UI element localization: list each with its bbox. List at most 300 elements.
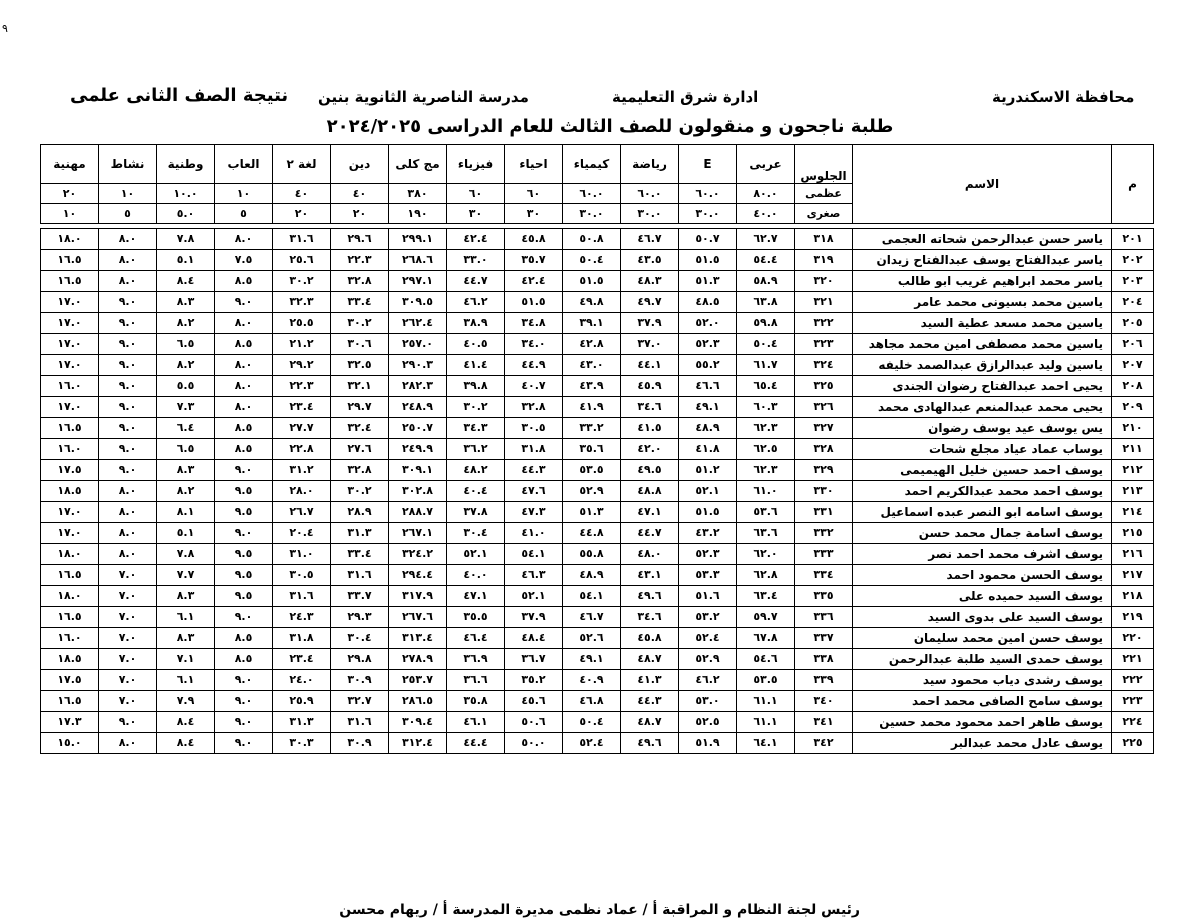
- score-cell: ٣٤.٦: [621, 397, 679, 418]
- score-cell: ٣٤.٠: [505, 334, 563, 355]
- subject-header: عربى: [737, 145, 795, 184]
- seat-number: ٣١٩: [795, 250, 853, 271]
- score-cell: ٨.٣: [157, 586, 215, 607]
- student-name: ياسر محمد ابراهيم غريب ابو طالب: [853, 271, 1112, 292]
- student-row: [41, 691, 1154, 712]
- score-cell: ٩.٠: [215, 670, 273, 691]
- min-score: ٥: [215, 204, 273, 224]
- score-cell: ٥٢.٤: [679, 628, 737, 649]
- score-cell: ١٦.٥: [41, 271, 99, 292]
- score-cell: ٤٩.١: [679, 397, 737, 418]
- subject-header: لغة ٢: [273, 145, 331, 184]
- score-cell: ٦٣.٦: [737, 523, 795, 544]
- score-cell: ١٦.٥: [41, 250, 99, 271]
- score-cell: ١٦.٠: [41, 439, 99, 460]
- score-cell: ٣٦.٢: [447, 439, 505, 460]
- student-row: [41, 250, 1154, 271]
- score-cell: ٨.٥: [215, 271, 273, 292]
- score-cell: ١٧.٥: [41, 460, 99, 481]
- seat-number: ٣٣٣: [795, 544, 853, 565]
- min-score: ٣٠.٠: [621, 204, 679, 224]
- score-cell: ١٦.٥: [41, 607, 99, 628]
- score-cell: ٥٣.٥: [737, 670, 795, 691]
- student-row: [41, 523, 1154, 544]
- min-score: ٢٠: [273, 204, 331, 224]
- score-cell: ٣١٧.٩: [389, 586, 447, 607]
- score-cell: ٣١.٨: [273, 628, 331, 649]
- score-cell: ٢٧.٦: [331, 439, 389, 460]
- score-cell: ٢٨.٠: [273, 481, 331, 502]
- score-cell: ٥٢.٦: [563, 628, 621, 649]
- score-cell: ١٨.٠: [41, 586, 99, 607]
- student-name: يوسف اسامة جمال محمد حسن: [853, 523, 1112, 544]
- score-cell: ٣٣.٢: [563, 418, 621, 439]
- score-cell: ٥٠.٧: [679, 229, 737, 250]
- score-cell: ٤٠.٤: [447, 481, 505, 502]
- student-row: [41, 292, 1154, 313]
- score-cell: ٤٢.٠: [621, 439, 679, 460]
- score-cell: ٤٨.٧: [621, 649, 679, 670]
- max-score: ٢٠: [41, 184, 99, 204]
- score-cell: ٢٩٧.١: [389, 271, 447, 292]
- score-cell: ٢٣.٤: [273, 397, 331, 418]
- score-cell: ٦١.٠: [737, 481, 795, 502]
- score-cell: ٥٢.١: [447, 544, 505, 565]
- score-cell: ٧.٠: [99, 628, 157, 649]
- score-cell: ٢٧٨.٩: [389, 649, 447, 670]
- score-cell: ٣٠٩.٥: [389, 292, 447, 313]
- student-row: [41, 586, 1154, 607]
- score-cell: ٢٥٧.٠: [389, 334, 447, 355]
- score-cell: ٤٨.٠: [621, 544, 679, 565]
- score-cell: ٦٢.٨: [737, 565, 795, 586]
- administration-label: ادارة شرق التعليمية: [612, 88, 759, 106]
- score-cell: ٩.٠: [99, 355, 157, 376]
- score-cell: ٤٢.٨: [563, 334, 621, 355]
- max-score: ٤٠: [273, 184, 331, 204]
- score-cell: ٣١.٠: [273, 544, 331, 565]
- score-cell: ٣٢.٨: [331, 460, 389, 481]
- score-cell: ٤١.٤: [447, 355, 505, 376]
- score-cell: ٣١٣.٤: [389, 628, 447, 649]
- student-row: [41, 607, 1154, 628]
- max-score: ١٠: [99, 184, 157, 204]
- student-row: [41, 397, 1154, 418]
- row-number: ٢٠٦: [1112, 334, 1154, 355]
- score-cell: ٥١.٦: [679, 586, 737, 607]
- row-number: ٢١٣: [1112, 481, 1154, 502]
- score-cell: ٤٦.٦: [679, 376, 737, 397]
- student-name: يوسف حسن امين محمد سليمان: [853, 628, 1112, 649]
- score-cell: ٦١.١: [737, 712, 795, 733]
- score-cell: ٤٦.٧: [563, 607, 621, 628]
- score-cell: ٤٤.٩: [505, 355, 563, 376]
- score-cell: ٥٤.١: [563, 586, 621, 607]
- seat-number: ٣٣٥: [795, 586, 853, 607]
- score-cell: ٢٥.٦: [273, 250, 331, 271]
- score-cell: ١٨.٥: [41, 481, 99, 502]
- score-cell: ٧.٠: [99, 691, 157, 712]
- seat-number: ٣٢٠: [795, 271, 853, 292]
- score-cell: ٤٨.٢: [447, 460, 505, 481]
- score-cell: ٨.٤: [157, 733, 215, 754]
- result-title: نتيجة الصف الثانى علمى: [70, 85, 289, 106]
- student-name: يوسف احمد محمد عبدالكريم احمد: [853, 481, 1112, 502]
- score-cell: ٣٦.٦: [447, 670, 505, 691]
- score-cell: ٦١.١: [737, 691, 795, 712]
- subject-header: مج كلى: [389, 145, 447, 184]
- max-label: عظمى: [795, 184, 853, 204]
- score-cell: ٩.٠: [99, 712, 157, 733]
- score-cell: ٣٥.٥: [447, 607, 505, 628]
- score-cell: ٤٠.٧: [505, 376, 563, 397]
- score-cell: ٣١.٦: [273, 229, 331, 250]
- score-cell: ٩.٠: [215, 691, 273, 712]
- score-cell: ٢٤.٣: [273, 607, 331, 628]
- student-name: يحيى احمد عبدالفتاح رضوان الجندى: [853, 376, 1112, 397]
- min-score: ٣٠: [447, 204, 505, 224]
- student-name: يوسف سامح الصافى محمد احمد: [853, 691, 1112, 712]
- score-cell: ٨.٠: [99, 229, 157, 250]
- student-name: ياسين وليد عبدالرازق عبدالصمد خليفه: [853, 355, 1112, 376]
- student-row: [41, 418, 1154, 439]
- score-cell: ٧.٠: [99, 607, 157, 628]
- student-name: يوسف السيد حميده على: [853, 586, 1112, 607]
- seat-number: ٣٤٢: [795, 733, 853, 754]
- score-cell: ٣٠.٦: [331, 334, 389, 355]
- score-cell: ٤٥.٨: [505, 229, 563, 250]
- score-cell: ١٧.٠: [41, 292, 99, 313]
- score-cell: ١٨.٥: [41, 649, 99, 670]
- score-cell: ٤١.٠: [505, 523, 563, 544]
- student-name: يوسف اشرف محمد احمد نصر: [853, 544, 1112, 565]
- score-cell: ١٦.٥: [41, 691, 99, 712]
- score-cell: ٢٩٩.١: [389, 229, 447, 250]
- student-row: [41, 502, 1154, 523]
- results-table: [40, 144, 1154, 754]
- max-score: ٦٠.٠: [563, 184, 621, 204]
- score-cell: ٤٨.٣: [621, 271, 679, 292]
- score-cell: ٦٤.١: [737, 733, 795, 754]
- max-score: ٦٠: [447, 184, 505, 204]
- score-cell: ٩.٠: [99, 460, 157, 481]
- row-number: ٢١٠: [1112, 418, 1154, 439]
- score-cell: ٢٩.٨: [331, 649, 389, 670]
- student-row: [41, 733, 1154, 754]
- score-cell: ٥٠.٠: [505, 733, 563, 754]
- student-row: [41, 544, 1154, 565]
- header-row: [41, 145, 1154, 184]
- row-number: ٢١٤: [1112, 502, 1154, 523]
- score-cell: ٥١.٣: [563, 502, 621, 523]
- score-cell: ٥٣.٦: [737, 502, 795, 523]
- score-cell: ٥٥.٨: [563, 544, 621, 565]
- score-cell: ٣٠.٢: [273, 271, 331, 292]
- score-cell: ٣٠٩.١: [389, 460, 447, 481]
- score-cell: ٨.٠: [99, 523, 157, 544]
- score-cell: ٤٨.٥: [679, 292, 737, 313]
- score-cell: ٢٨٢.٣: [389, 376, 447, 397]
- score-cell: ٣٢.٨: [505, 397, 563, 418]
- score-cell: ٥١.٣: [679, 271, 737, 292]
- score-cell: ٣٢.٨: [331, 271, 389, 292]
- seat-number: ٣٣٠: [795, 481, 853, 502]
- score-cell: ٤٣.١: [621, 565, 679, 586]
- score-cell: ٣١.٢: [273, 460, 331, 481]
- student-name: ياسين محمد بسيونى محمد عامر: [853, 292, 1112, 313]
- score-cell: ٤٩.٥: [621, 460, 679, 481]
- score-cell: ٤٨.٨: [621, 481, 679, 502]
- score-cell: ٢٤٩.٩: [389, 439, 447, 460]
- score-cell: ٨.٢: [157, 313, 215, 334]
- score-cell: ٤٤.٣: [621, 691, 679, 712]
- score-cell: ٩.٥: [215, 481, 273, 502]
- score-cell: ٢٣.٤: [273, 649, 331, 670]
- score-cell: ٢٥.٩: [273, 691, 331, 712]
- score-cell: ٤٣.٢: [679, 523, 737, 544]
- student-name: ياسر حسن عبدالرحمن شحاته العجمى: [853, 229, 1112, 250]
- score-cell: ٨.٠: [99, 271, 157, 292]
- min-score: ٥.٠: [157, 204, 215, 224]
- score-cell: ٥٠.٨: [563, 229, 621, 250]
- score-cell: ٨.٣: [157, 292, 215, 313]
- subject-header: مهنية: [41, 145, 99, 184]
- score-cell: ٨.٣: [157, 460, 215, 481]
- student-name: يوسف اسامه ابو النصر عبده اسماعيل: [853, 502, 1112, 523]
- score-cell: ٣٠.٢: [447, 397, 505, 418]
- score-cell: ٥٢.٣: [679, 544, 737, 565]
- score-cell: ٣١.٨: [505, 439, 563, 460]
- score-cell: ٦٢.٠: [737, 544, 795, 565]
- score-cell: ١٧.٠: [41, 334, 99, 355]
- score-cell: ٩.٠: [215, 292, 273, 313]
- score-cell: ٨.٠: [215, 397, 273, 418]
- score-cell: ٧.٣: [157, 397, 215, 418]
- score-cell: ٣٥.٦: [563, 439, 621, 460]
- score-cell: ٣٤.٣: [447, 418, 505, 439]
- score-cell: ٣٦.٧: [505, 649, 563, 670]
- score-cell: ٤٠.٠: [447, 565, 505, 586]
- score-cell: ٣٢.٥: [331, 355, 389, 376]
- score-cell: ٢٥٣.٧: [389, 670, 447, 691]
- min-score: ٢٠: [331, 204, 389, 224]
- score-cell: ٥١.٥: [679, 250, 737, 271]
- score-cell: ٣١.٣: [273, 712, 331, 733]
- score-cell: ٨.٢: [157, 355, 215, 376]
- score-cell: ٥٨.٩: [737, 271, 795, 292]
- score-cell: ٤٧.١: [621, 502, 679, 523]
- seat-number: ٣٣١: [795, 502, 853, 523]
- score-cell: ٢٤.٠: [273, 670, 331, 691]
- score-cell: ٣٠.٤: [331, 628, 389, 649]
- min-score: ٥: [99, 204, 157, 224]
- score-cell: ٣٠٢.٨: [389, 481, 447, 502]
- score-cell: ٣٢٤.٢: [389, 544, 447, 565]
- score-cell: ٣٤.٦: [621, 607, 679, 628]
- score-cell: ٦٠.٣: [737, 397, 795, 418]
- row-number: ٢١٥: [1112, 523, 1154, 544]
- score-cell: ٤٧.١: [447, 586, 505, 607]
- row-number: ٢٠٩: [1112, 397, 1154, 418]
- score-cell: ٨.٠: [215, 355, 273, 376]
- seat-number: ٣٢٢: [795, 313, 853, 334]
- score-cell: ٦.١: [157, 670, 215, 691]
- score-cell: ٤٥.٩: [621, 376, 679, 397]
- score-cell: ٨.٠: [215, 376, 273, 397]
- score-cell: ٨.٣: [157, 628, 215, 649]
- score-cell: ٣٠.٥: [273, 565, 331, 586]
- score-cell: ٩.٠: [215, 607, 273, 628]
- score-cell: ٥١.٩: [679, 733, 737, 754]
- score-cell: ٥٢.٩: [563, 481, 621, 502]
- score-cell: ٦.٥: [157, 334, 215, 355]
- student-name: ياسر عبدالفتاح يوسف عبدالفتاح زيدان: [853, 250, 1112, 271]
- score-cell: ٣٠.٢: [331, 313, 389, 334]
- score-cell: ٤٤.١: [621, 355, 679, 376]
- score-cell: ٤٩.٦: [621, 733, 679, 754]
- student-name: يوسف رشدى دياب محمود سيد: [853, 670, 1112, 691]
- student-name: يوسف عادل محمد عبدالبر: [853, 733, 1112, 754]
- score-cell: ٨.٥: [215, 334, 273, 355]
- score-cell: ٧.٩: [157, 691, 215, 712]
- score-cell: ٣٢.٣: [273, 292, 331, 313]
- row-number: ٢٠٤: [1112, 292, 1154, 313]
- score-cell: ١٨.٠: [41, 544, 99, 565]
- seat-number: ٣٢٧: [795, 418, 853, 439]
- score-cell: ٧.٥: [215, 250, 273, 271]
- score-cell: ١٧.٥: [41, 670, 99, 691]
- score-cell: ٤٦.١: [447, 712, 505, 733]
- score-cell: ١٦.٠: [41, 628, 99, 649]
- score-cell: ٤٧.٣: [505, 502, 563, 523]
- seat-number: ٣٢٦: [795, 397, 853, 418]
- score-cell: ٩.٠: [99, 439, 157, 460]
- score-cell: ٢٦٢.٤: [389, 313, 447, 334]
- row-number: ٢١٩: [1112, 607, 1154, 628]
- student-row: [41, 712, 1154, 733]
- min-score: ٤٠.٠: [737, 204, 795, 224]
- score-cell: ٢٨٦.٥: [389, 691, 447, 712]
- min-score: ٣٠.٠: [563, 204, 621, 224]
- score-cell: ٥١.٥: [679, 502, 737, 523]
- score-cell: ٨.١: [157, 502, 215, 523]
- max-score: ١٠.٠: [157, 184, 215, 204]
- page-subtitle: طلبة ناجحون و منقولون للصف الثالث للعام الدراسى ٢٠٢٤/٢٠٢٥: [326, 116, 894, 137]
- score-cell: ٤٨.٩: [679, 418, 737, 439]
- score-cell: ١٧.٠: [41, 523, 99, 544]
- row-number: ٢١٦: [1112, 544, 1154, 565]
- score-cell: ٤٥.٦: [505, 691, 563, 712]
- score-cell: ١٧.٠: [41, 355, 99, 376]
- score-cell: ٤٤.٧: [621, 523, 679, 544]
- score-cell: ٩.٠: [99, 376, 157, 397]
- score-cell: ٥٤.٤: [737, 250, 795, 271]
- subject-header: دين: [331, 145, 389, 184]
- student-name: يوسف حمدى السيد طلبة عبدالرحمن: [853, 649, 1112, 670]
- score-cell: ٤٤.٣: [505, 460, 563, 481]
- score-cell: ٤٩.٨: [563, 292, 621, 313]
- score-cell: ٤٩.٧: [621, 292, 679, 313]
- score-cell: ٥٢.١: [679, 481, 737, 502]
- score-cell: ٥.١: [157, 523, 215, 544]
- subject-header: E: [679, 145, 737, 184]
- score-cell: ١٧.٠: [41, 502, 99, 523]
- score-cell: ٣١٢.٤: [389, 733, 447, 754]
- score-cell: ٨.٠: [215, 229, 273, 250]
- seat-number: ٣٣٨: [795, 649, 853, 670]
- score-cell: ٣١.٦: [331, 712, 389, 733]
- score-cell: ٩.٠: [99, 334, 157, 355]
- score-cell: ٢٩.٢: [273, 355, 331, 376]
- seat-number: ٣٣٩: [795, 670, 853, 691]
- score-cell: ٦٣.٨: [737, 292, 795, 313]
- max-score: ٦٠.٠: [679, 184, 737, 204]
- score-cell: ٥٠.٦: [505, 712, 563, 733]
- score-cell: ٣٧.٩: [505, 607, 563, 628]
- score-cell: ٢٦٨.٦: [389, 250, 447, 271]
- score-cell: ٢٤٨.٩: [389, 397, 447, 418]
- score-cell: ٣٢.٤: [331, 418, 389, 439]
- score-cell: ٤٢.٤: [447, 229, 505, 250]
- score-cell: ٦٢.٣: [737, 460, 795, 481]
- row-number: ٢٢٤: [1112, 712, 1154, 733]
- min-score: ١٠: [41, 204, 99, 224]
- row-number: ٢١١: [1112, 439, 1154, 460]
- row-number: ٢٠١: [1112, 229, 1154, 250]
- score-cell: ٤٣.٩: [563, 376, 621, 397]
- score-cell: ٨.٠: [215, 313, 273, 334]
- student-row: [41, 460, 1154, 481]
- score-cell: ٥٤.١: [505, 544, 563, 565]
- seat-number: ٣٤١: [795, 712, 853, 733]
- row-number: ٢٢٥: [1112, 733, 1154, 754]
- score-cell: ٢٦٧.١: [389, 523, 447, 544]
- seat-number: ٣٢٨: [795, 439, 853, 460]
- score-cell: ٧.٠: [99, 670, 157, 691]
- subject-header: كيمياء: [563, 145, 621, 184]
- row-number: ٢٠٨: [1112, 376, 1154, 397]
- score-cell: ٩.٥: [215, 565, 273, 586]
- score-cell: ٣١.٦: [273, 586, 331, 607]
- subject-header: نشاط: [99, 145, 157, 184]
- student-row: [41, 376, 1154, 397]
- score-cell: ١٥.٠: [41, 733, 99, 754]
- score-cell: ٣٠٩.٤: [389, 712, 447, 733]
- seat-number: ٣٣٢: [795, 523, 853, 544]
- min-score: ٣٠.٠: [679, 204, 737, 224]
- score-cell: ٧.٠: [99, 565, 157, 586]
- seat-number: ٣٣٧: [795, 628, 853, 649]
- score-cell: ٤١.٥: [621, 418, 679, 439]
- student-name: يوسف احمد حسين خليل الهيميمى: [853, 460, 1112, 481]
- score-cell: ٥.١: [157, 250, 215, 271]
- score-cell: ٤٦.٣: [505, 565, 563, 586]
- seat-number: ٣٢٥: [795, 376, 853, 397]
- score-cell: ١٧.٣: [41, 712, 99, 733]
- score-cell: ٩.٠: [215, 523, 273, 544]
- score-cell: ٤٦.٧: [621, 229, 679, 250]
- score-cell: ٣٨.٩: [447, 313, 505, 334]
- score-cell: ٤٨.٩: [563, 565, 621, 586]
- score-cell: ٤١.٨: [679, 439, 737, 460]
- score-cell: ٦.٥: [157, 439, 215, 460]
- governorate-label: محافظة الاسكندرية: [992, 88, 1135, 106]
- score-cell: ٥٢.٥: [679, 712, 737, 733]
- score-cell: ٤٦.٢: [679, 670, 737, 691]
- student-name: يوسف طاهر احمد محمود محمد حسين: [853, 712, 1112, 733]
- score-cell: ٢٠.٤: [273, 523, 331, 544]
- seat-number: ٣٢٩: [795, 460, 853, 481]
